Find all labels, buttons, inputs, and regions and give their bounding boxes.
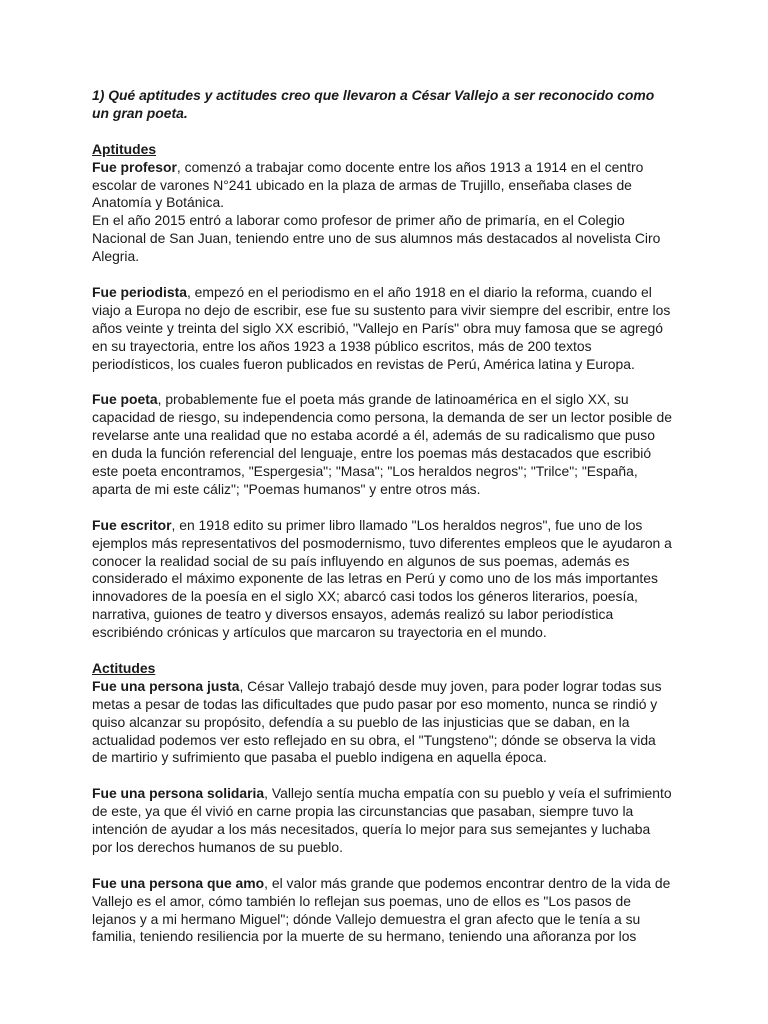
paragraph-solidaria [92, 785, 672, 857]
paragraph-lead: Fue periodista [92, 283, 187, 300]
section-heading-aptitudes: Aptitudes [92, 140, 157, 157]
paragraph-text: , Vallejo sentía mucha empatía con su pueblo y veía el sufrimiento de este, ya que él vivió en carne propia las circunstancias que pasaban, siempre tuvo la intención de ayudar a los más necesitados, quería lo mejor para sus semejantes y luchaba por los derechos humanos de su pueblo. [92, 785, 672, 855]
section-heading-actitudes: Actitudes [92, 659, 156, 676]
paragraph-text: , probablemente fue el poeta más grande de latinoamérica en el siglo XX, su capacidad de riesgo, su independencia como persona, la demanda de ser un lector posible de revelarse ante una realidad que no estaba acordé a él, además de su radicalismo que puso en duda la función referencial del lenguaje, entre los poemas más destacados que escribió este poeta encontramos, "Espergesia"; "Masa"; "Los heraldos negros"; "Trilce"; "España, aparta de mi este cáliz"; "Poemas humanos" y entre otros más. [92, 391, 672, 497]
paragraph-lead: Fue una persona justa [92, 677, 240, 694]
paragraph-lead: Fue poeta [92, 391, 158, 408]
paragraph-lead: Fue una persona que amo [92, 874, 265, 891]
paragraph-periodista [92, 284, 672, 374]
paragraph-text: , el valor más grande que podemos encontrar dentro de la vida de Vallejo es el amor, cómo también lo reflejan sus poemas, uno de ellos es "Los pasos de lejanos y a mi hermano Miguel"; dónde Vallejo demuestra el gran afecto que le tenía a su familia, teniendo resiliencia por la muerte de su hermano, teniendo una añoranza por los [92, 874, 671, 945]
paragraph-text: , comenzó a trabajar como docente entre los años 1913 a 1914 en el centro escolar de varones N°241 ubicado en la plaza de armas de Trujillo, enseñaba clases de Anatomía y Botánica. [92, 158, 644, 211]
paragraph-profesor [92, 159, 672, 213]
paragraph-lead: Fue profesor [92, 158, 177, 175]
paragraph-lead: Fue escritor [92, 516, 172, 533]
document-page [92, 87, 672, 946]
question-heading: 1) Qué aptitudes y actitudes creo que llevaron a César Vallejo a ser reconocido como un gran poeta. [92, 87, 655, 121]
paragraph-escritor [92, 517, 672, 642]
paragraph-text: , en 1918 edito su primer libro llamado "Los heraldos negros", fue uno de los ejemplos más representativos del posmodernismo, tuvo diferentes empleos que le ayudaron a conocer la realidad social de su país influyendo en algunos de sus poemas, además es considerado el máximo exponente de las letras en Perú y como uno de los más importantes innovadores de la poesía en el siglo XX; abarcó casi todos los géneros literarios, poesía, narrativa, guiones de teatro y diversos ensayos, además realizó su labor periodística escribiéndo crónicas y artículos que marcaron su trayectoria en el mundo. [92, 516, 672, 641]
paragraph-text: , César Vallejo trabajó desde muy joven, para poder lograr todas sus metas a pesar de todas las dificultades que pudo pasar por eso momento, nunca se rindió y quiso alcanzar su propósito, defendía a su pueblo de las injusticias que se daban, en la actualidad podemos ver esto reflejado en su obra, el "Tungsteno"; dónde se observa la vida de martirio y sufrimiento que pasaba el pueblo indigena en aquella época. [92, 677, 662, 766]
paragraph-lead: Fue una persona solidaria [92, 785, 265, 802]
paragraph-text: , empezó en el periodismo en el año 1918 en el diario la reforma, cuando el viajo a Europa no dejo de escribir, ese fue su sustento para vivir siempre del escribir, entre los años veinte y treinta del siglo XX escribió, "Vallejo en París" obra muy famosa que se agregó en su trayectoria, entre los años 1923 a 1938 público escritos, más de 200 textos periodísticos, los cuales fueron publicados en revistas de Perú, América latina y Europa. [92, 283, 671, 372]
paragraph-poeta [92, 391, 672, 498]
paragraph-text: En el año 2015 entró a laborar como profesor de primer año de primaría, en el Colegio Nacional de San Juan, teniendo entre uno de sus alumnos más destacados al novelista Ciro Alegria. [92, 212, 661, 265]
paragraph-amo [92, 875, 672, 947]
paragraph-colegio [92, 212, 672, 266]
paragraph-justa [92, 678, 672, 768]
